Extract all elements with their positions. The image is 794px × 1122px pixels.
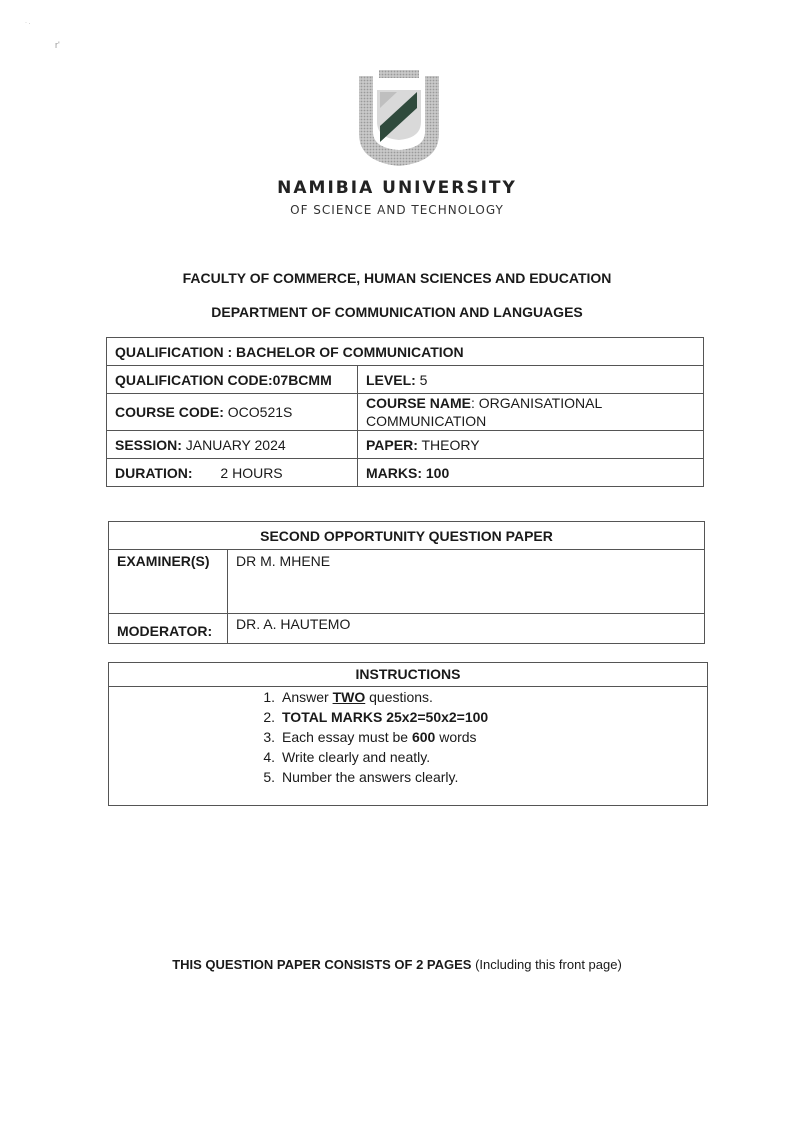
instruction-number: 4. [263,749,275,765]
session-value: JANUARY 2024 [185,436,286,453]
instruction-item [251,707,488,727]
instruction-text: Number the answers clearly. [282,769,459,785]
course-name-value: : ORGANISATIONAL COMMUNICATION [366,395,602,429]
qualification-cell: QUALIFICATION : BACHELOR OF COMMUNICATION [107,338,704,366]
course-name-label: COURSE NAME [366,395,472,411]
examiner-label: EXAMINER(S) [109,550,228,614]
instruction-emphasis: TWO [332,689,366,705]
duration-label: DURATION: [115,464,193,481]
duration-value: 2 HOURS [220,464,283,481]
instruction-item [251,687,488,707]
level-label: LEVEL: [366,371,416,388]
paper-value: THEORY [421,436,480,453]
instruction-number: 5. [263,769,275,785]
level-cell [358,366,704,394]
qualification-code-cell: QUALIFICATION CODE:07BCMM [107,366,358,394]
course-code-value: OCO521S [227,404,293,420]
faculty-heading: FACULTY OF COMMERCE, HUMAN SCIENCES AND EDUCATION [182,270,612,286]
moderator-label: MODERATOR: [109,614,228,644]
scan-mark: · . [25,20,31,26]
page-count-note [0,957,794,972]
instruction-number: 2. [263,709,275,725]
university-name: NAMIBIA UNIVERSITY [277,178,517,198]
examiners-table [108,521,705,644]
instructions-box [108,662,708,806]
instruction-text: words [435,729,477,745]
instruction-number: 3. [263,729,275,745]
instruction-emphasis: 600 [411,729,436,745]
instruction-emphasis: TOTAL MARKS 25x2=50x2=100 [282,709,489,725]
duration-cell [107,459,358,487]
instruction-number: 1. [263,689,275,705]
instruction-text: Answer [282,689,333,705]
examiner-value: DR M. MHENE [228,550,705,614]
instruction-text: questions. [365,689,433,705]
paper-cell [358,431,704,459]
university-logo-icon [357,70,441,168]
instruction-item [251,767,488,787]
marks-cell [358,459,704,487]
instruction-item [251,727,488,747]
instructions-list [251,687,488,787]
course-code-cell [107,394,358,431]
moderator-value: DR. A. HAUTEMO [228,614,705,644]
session-label: SESSION: [115,436,182,453]
marks-label: MARKS: [366,464,422,481]
university-subtitle: OF SCIENCE AND TECHNOLOGY [290,203,504,217]
instruction-item [251,747,488,767]
instructions-title: INSTRUCTIONS [109,663,707,687]
scan-mark: r' [55,40,60,50]
course-name-cell [358,394,704,431]
course-details-table [106,337,704,487]
marks-value: 100 [425,464,450,481]
page-count-bold: THIS QUESTION PAPER CONSISTS OF 2 PAGES [172,957,472,972]
department-heading: DEPARTMENT OF COMMUNICATION AND LANGUAGES [211,304,583,320]
paper-label: PAPER: [366,436,418,453]
course-code-label: COURSE CODE: [115,404,224,420]
paper-type-title: SECOND OPPORTUNITY QUESTION PAPER [109,522,705,550]
page-count-note-text: (Including this front page) [471,957,622,972]
level-value: 5 [419,371,428,388]
instruction-text: Each essay must be [282,729,412,745]
session-cell [107,431,358,459]
instruction-text: Write clearly and neatly. [282,749,431,765]
